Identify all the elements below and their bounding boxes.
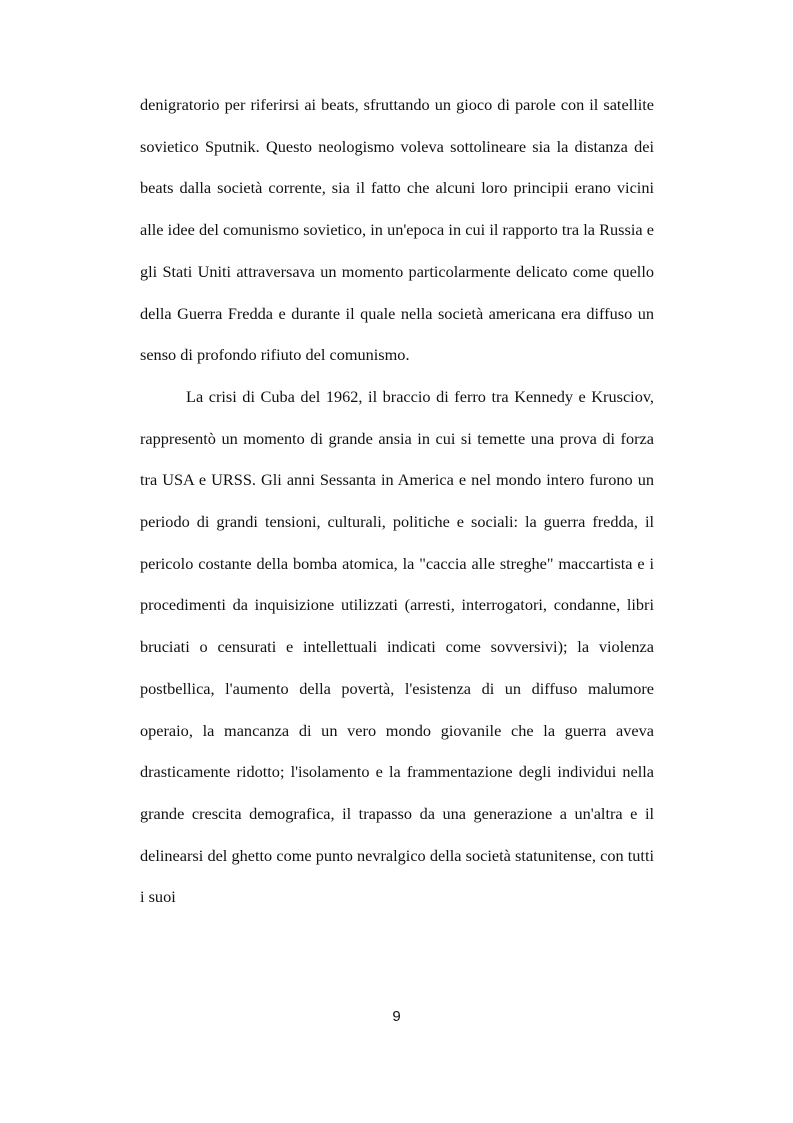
paragraph-continued: denigratorio per riferirsi ai beats, sfruttando un gioco di parole con il satellite sovietico Sputnik. Questo neologismo voleva sottolineare sia la distanza dei beats dalla società corrente, sia il fatto che alcuni loro principii erano vicini alle idee del comunismo sovietico, in un'epoca in cui il rapporto tra la Russia e gli Stati Uniti attraversava un momento particolarmente delicato come quello della Guerra Fredda e durante il quale nella società americana era diffuso un senso di profondo rifiuto del comunismo.: [140, 95, 654, 365]
body-text: [140, 84, 654, 918]
paragraph-cuba-crisis: La crisi di Cuba del 1962, il braccio di ferro tra Kennedy e Krusciov, rappresentò un momento di grande ansia in cui si temette una prova di forza tra USA e URSS. Gli anni Sessanta in America e nel mondo intero furono un periodo di grandi tensioni, culturali, politiche e sociali: la guerra fredda, il pericolo costante della bomba atomica, la "caccia alle streghe" maccartista e i procedimenti da inquisizione utilizzati (arresti, interrogatori, condanne, libri bruciati o censurati e intellettuali indicati come sovversivi); la violenza postbellica, l'aumento della povertà, l'esistenza di un diffuso malumore operaio, la mancanza di un vero mondo giovanile che la guerra aveva drasticamente ridotto; l'isolamento e la frammentazione degli individui nella grande crescita demografica, il trapasso da una generazione a un'altra e il delinearsi del ghetto come punto nevralgico della società statunitense, con tutti i suoi: [140, 386, 654, 907]
page-number: 9: [392, 1008, 401, 1025]
